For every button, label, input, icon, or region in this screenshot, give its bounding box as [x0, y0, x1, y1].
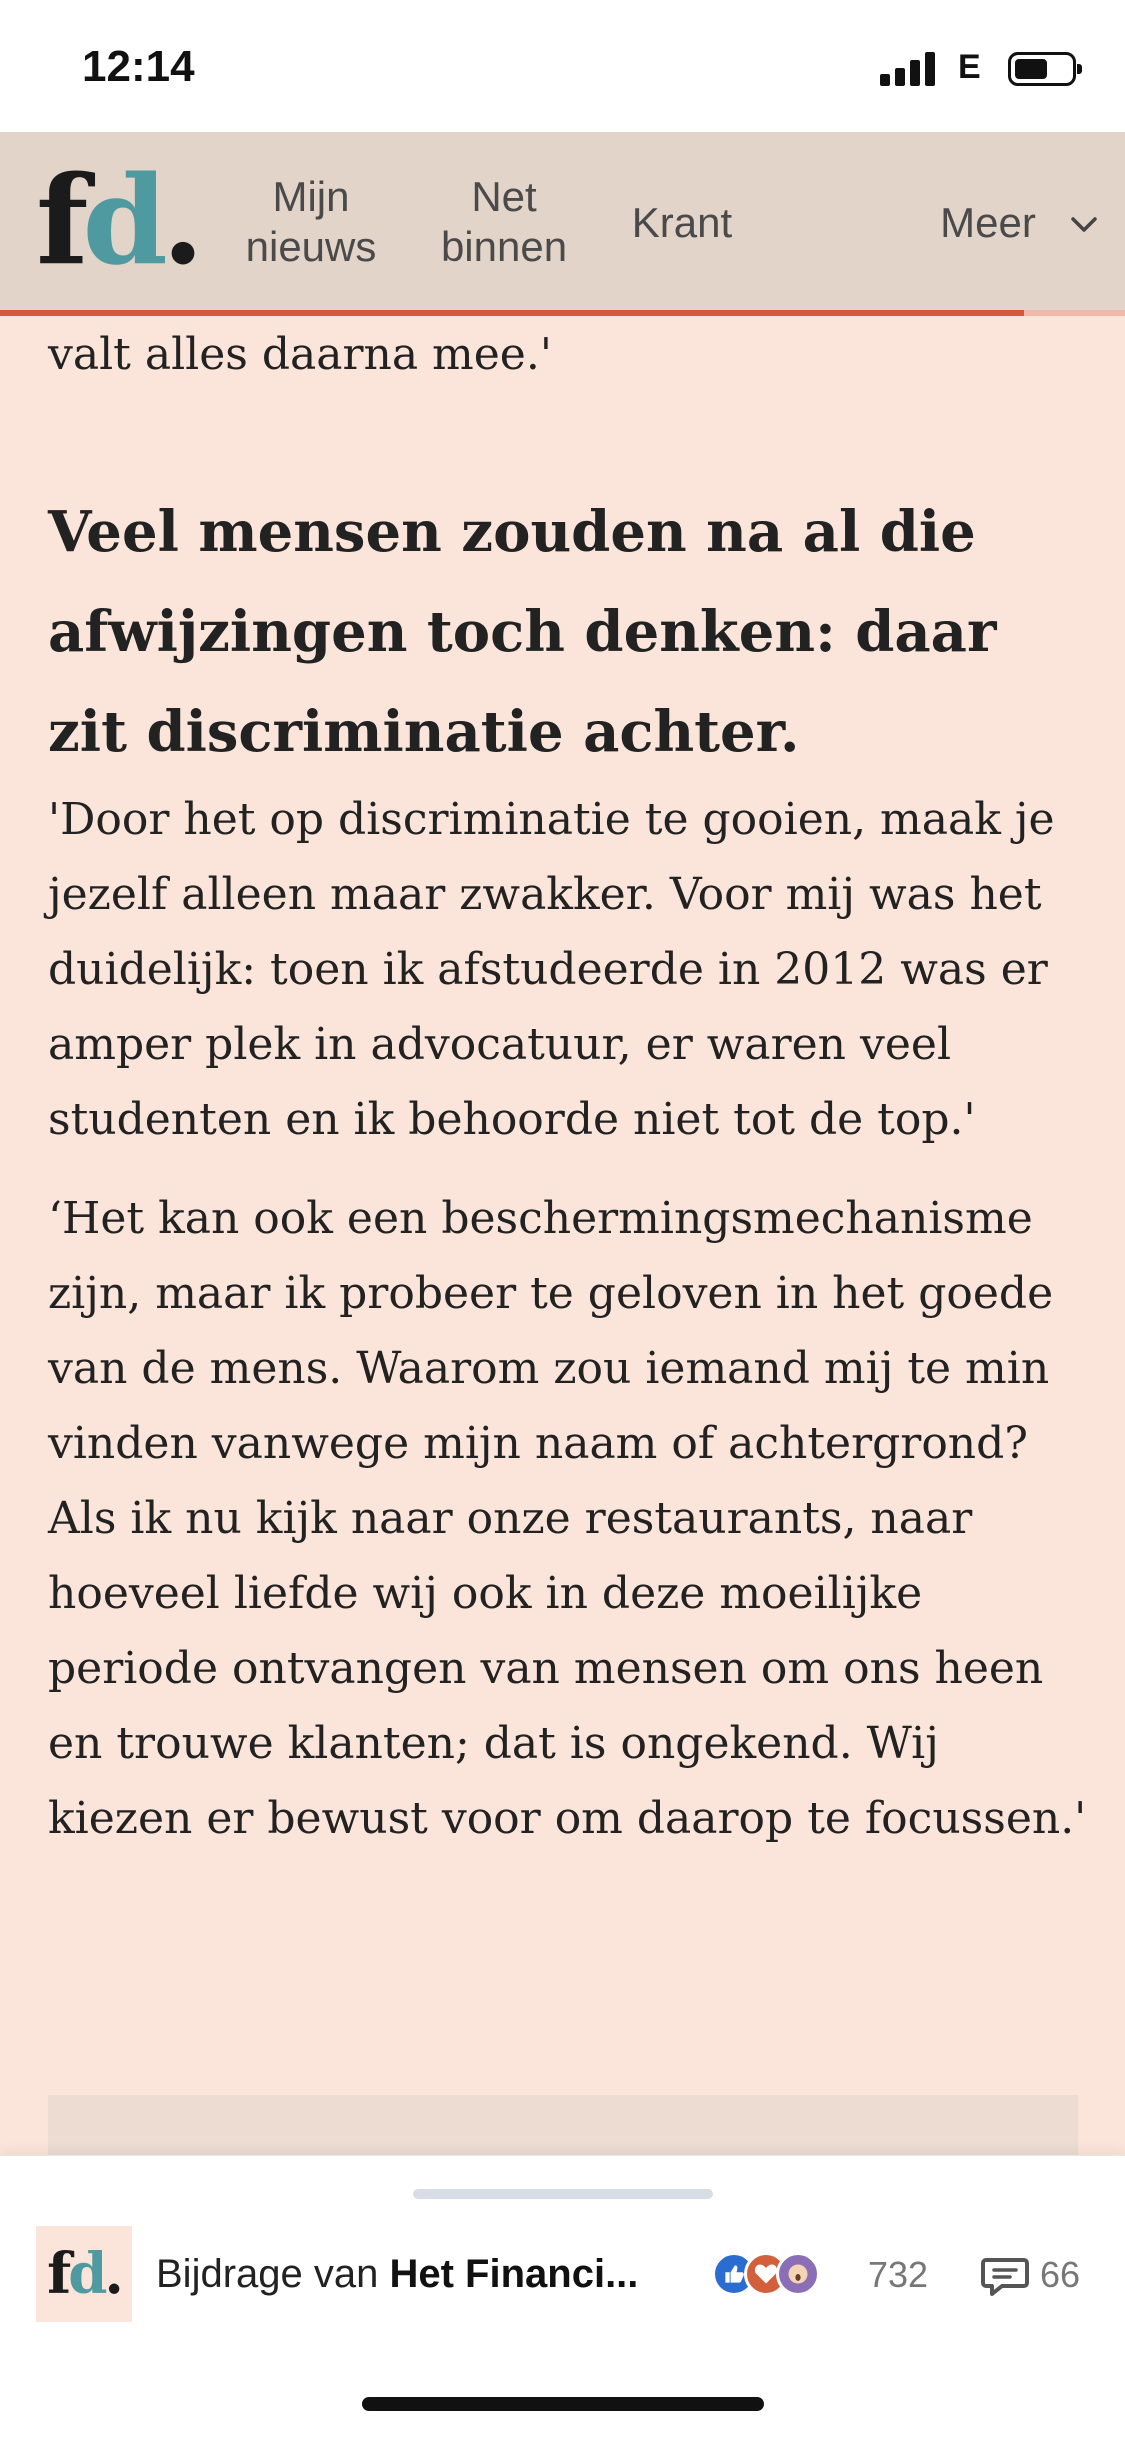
status-bar — [0, 0, 1125, 132]
status-time: 12:14 — [82, 42, 195, 91]
reaction-count[interactable]: 732 — [868, 2254, 929, 2295]
nav-mijn-nieuws[interactable]: Mijn nieuws — [245, 173, 377, 270]
reading-progress-bar — [0, 310, 1125, 316]
contribution-label[interactable]: Bijdrage van Het Financi... — [156, 2252, 639, 2296]
source-sheet[interactable] — [0, 2155, 1125, 2437]
article-body — [48, 318, 1088, 1856]
home-indicator[interactable] — [362, 2397, 764, 2411]
nav-net-binnen[interactable]: Net binnen — [440, 173, 568, 270]
comment-icon[interactable] — [980, 2252, 1030, 2300]
site-header — [0, 132, 1125, 310]
network-type: E — [958, 48, 981, 86]
wow-icon — [776, 2252, 820, 2296]
source-logo[interactable]: fd. — [36, 2226, 132, 2322]
article-paragraph: 'Door het op discriminatie te gooien, maak je jezelf alleen maar zwakker. Voor mij was het duidelijk: toen ik afstudeerde in 2012 was er amper plek in advocatuur, er waren veel studenten en ik behoorde niet tot de top.' — [48, 794, 1055, 1145]
reactions-summary[interactable] — [712, 2252, 852, 2300]
paragraph-tail: valt alles daarna mee.' — [48, 329, 552, 380]
comment-count[interactable]: 66 — [1040, 2254, 1081, 2295]
sheet-handle[interactable] — [413, 2189, 713, 2199]
nav-krant[interactable]: Krant — [631, 199, 733, 246]
signal-icon — [880, 52, 936, 86]
reading-progress-fill — [0, 310, 1024, 316]
question-heading: Veel mensen zouden na al die afwijzingen toch denken: daar zit discriminatie achter. — [48, 499, 997, 765]
chevron-down-icon[interactable] — [1070, 210, 1098, 238]
battery-icon — [1008, 52, 1076, 86]
article-paragraph: ‘Het kan ook een beschermingsmechanisme zijn, maar ik probeer te geloven in het goede van de mens. Waarom zou iemand mij te min vinden vanwege mijn naam of achtergrond? Als ik nu kijk naar onze restaurants, naar hoeveel liefde wij ook in deze moeilijke periode ontvangen van mensen om ons heen en trouwe klanten; dat is ongekend. Wij kiezen er bewust voor om daarop te focussen.' — [48, 1193, 1087, 1844]
nav-meer[interactable]: Meer — [940, 199, 1036, 246]
fd-logo[interactable]: fd. — [36, 148, 199, 292]
